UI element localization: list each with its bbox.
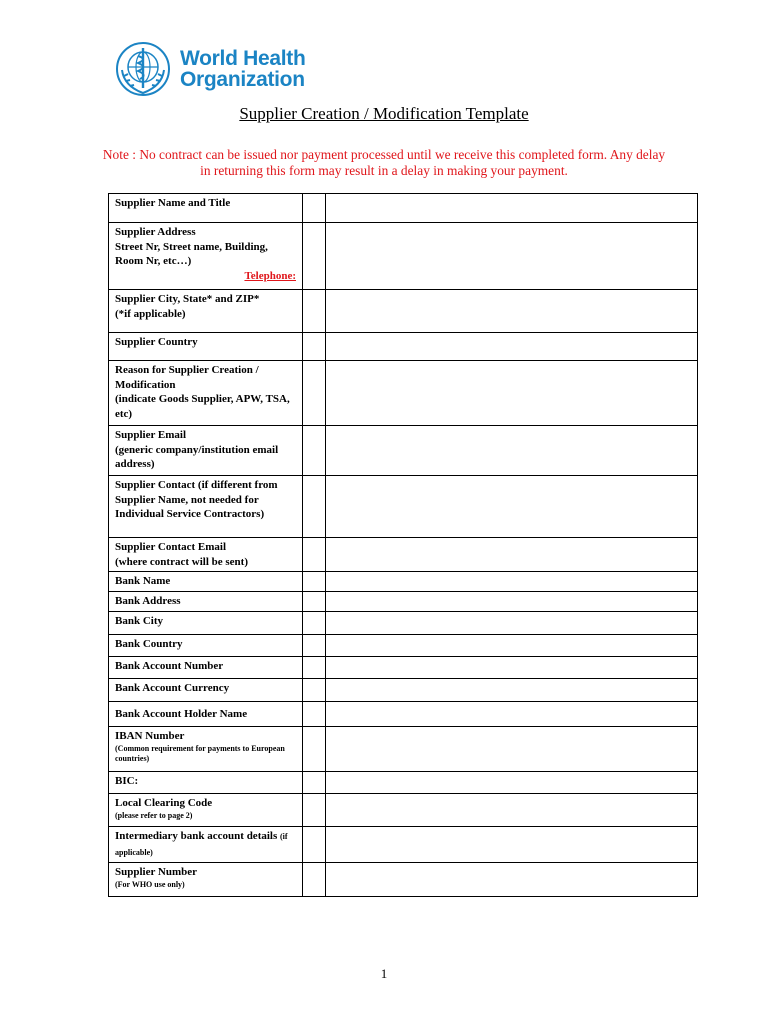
row-label-sub: (generic company/institution email address) xyxy=(115,443,279,470)
check-cell[interactable] xyxy=(303,333,326,361)
row-label-sub: (indicate Goods Supplier, APW, TSA, etc) xyxy=(115,393,290,420)
row-label-text: Supplier Country xyxy=(115,336,198,348)
check-cell[interactable] xyxy=(303,727,326,772)
row-label-text: Bank Name xyxy=(115,575,171,587)
table-row xyxy=(109,635,698,657)
check-cell[interactable] xyxy=(303,863,326,897)
telephone-label: Telephone: xyxy=(244,269,296,282)
org-name xyxy=(180,48,306,90)
table-row xyxy=(109,612,698,635)
bic-field[interactable] xyxy=(326,772,698,794)
row-label xyxy=(109,538,303,572)
row-label xyxy=(109,290,303,333)
row-label-small: (Common requirement for payments to European countries) xyxy=(115,743,285,763)
check-cell[interactable] xyxy=(303,702,326,727)
row-label xyxy=(109,727,303,772)
org-name-line1: World Health xyxy=(180,47,306,70)
supplier-address-field[interactable] xyxy=(326,223,698,290)
row-label xyxy=(109,794,303,827)
row-label-text: Supplier Email xyxy=(115,429,187,441)
row-label-text: Bank Country xyxy=(115,638,183,650)
row-label-small: (please refer to page 2) xyxy=(115,810,193,820)
check-cell[interactable] xyxy=(303,194,326,223)
row-label-text: Bank Account Currency xyxy=(115,682,230,694)
check-cell[interactable] xyxy=(303,572,326,592)
page-number: 1 xyxy=(380,966,388,981)
row-label-text: Local Clearing Code xyxy=(115,797,213,809)
warning-note: Note : No contract can be issued nor payment processed until we receive this completed form. Any delay in returning this form may result in a delay in making your payment. xyxy=(102,147,666,178)
row-label xyxy=(109,194,303,223)
table-row xyxy=(109,223,698,290)
page-title: Supplier Creation / Modification Template xyxy=(239,104,529,123)
org-name-line2: Organization xyxy=(180,68,305,91)
row-label-sub: (where contract will be sent) xyxy=(115,555,248,568)
iban-field[interactable] xyxy=(326,727,698,772)
row-label-text: Bank Account Holder Name xyxy=(115,707,248,720)
supplier-number-field[interactable] xyxy=(326,863,698,897)
check-cell[interactable] xyxy=(303,361,326,426)
row-label-text: Bank Address xyxy=(115,595,181,607)
table-row xyxy=(109,679,698,702)
table-row xyxy=(109,290,698,333)
row-label-text: BIC: xyxy=(115,775,139,787)
row-label-text: Bank City xyxy=(115,615,163,627)
table-row xyxy=(109,572,698,592)
row-label-small: (if applicable) xyxy=(115,832,288,857)
table-row xyxy=(109,333,698,361)
bank-country-field[interactable] xyxy=(326,635,698,657)
bank-account-currency-field[interactable] xyxy=(326,679,698,702)
row-label-sub: Street Nr, Street name, Building, Room Nr, etc…) xyxy=(115,240,268,267)
bank-address-field[interactable] xyxy=(326,592,698,612)
row-label-sub: (*if applicable) xyxy=(115,307,186,320)
row-label-text: Supplier Name and Title xyxy=(115,197,231,209)
who-logo xyxy=(114,40,306,98)
check-cell[interactable] xyxy=(303,657,326,679)
row-label-text: Intermediary bank account details xyxy=(115,830,278,842)
row-label-small: (For WHO use only) xyxy=(115,879,185,889)
supplier-form-table xyxy=(108,193,698,897)
bank-account-number-field[interactable] xyxy=(326,657,698,679)
supplier-city-field[interactable] xyxy=(326,290,698,333)
table-row xyxy=(109,538,698,572)
table-row xyxy=(109,727,698,772)
reason-field[interactable] xyxy=(326,361,698,426)
supplier-country-field[interactable] xyxy=(326,333,698,361)
check-cell[interactable] xyxy=(303,794,326,827)
supplier-email-field[interactable] xyxy=(326,426,698,476)
intermediary-bank-field[interactable] xyxy=(326,827,698,863)
clearing-code-field[interactable] xyxy=(326,794,698,827)
check-cell[interactable] xyxy=(303,827,326,863)
table-row xyxy=(109,657,698,679)
bank-name-field[interactable] xyxy=(326,572,698,592)
row-label xyxy=(109,361,303,426)
row-label-text: Supplier Contact (if different from Supplier Name, not needed for Individual Service Contractors) xyxy=(115,479,278,520)
table-row xyxy=(109,794,698,827)
row-label xyxy=(109,223,303,290)
who-emblem-icon xyxy=(114,40,172,98)
row-label xyxy=(109,679,303,702)
check-cell[interactable] xyxy=(303,592,326,612)
row-label xyxy=(109,333,303,361)
table-row xyxy=(109,426,698,476)
table-row xyxy=(109,863,698,897)
row-label xyxy=(109,657,303,679)
check-cell[interactable] xyxy=(303,679,326,702)
row-label xyxy=(109,572,303,592)
bank-city-field[interactable] xyxy=(326,612,698,635)
check-cell[interactable] xyxy=(303,223,326,290)
row-label xyxy=(109,426,303,476)
check-cell[interactable] xyxy=(303,635,326,657)
row-label xyxy=(109,863,303,897)
row-label-text: Supplier City, State* and ZIP* xyxy=(115,293,260,305)
check-cell[interactable] xyxy=(303,290,326,333)
check-cell[interactable] xyxy=(303,426,326,476)
table-row xyxy=(109,827,698,863)
row-label xyxy=(109,635,303,657)
table-row xyxy=(109,476,698,538)
row-label-text: Supplier Number xyxy=(115,866,198,878)
account-holder-field[interactable] xyxy=(326,702,698,727)
row-label-text: Reason for Supplier Creation / Modification xyxy=(115,364,259,391)
table-row xyxy=(109,772,698,794)
table-row xyxy=(109,194,698,223)
row-label xyxy=(109,612,303,635)
table-row xyxy=(109,361,698,426)
check-cell[interactable] xyxy=(303,476,326,538)
row-label xyxy=(109,702,303,727)
row-label xyxy=(109,772,303,794)
table-row xyxy=(109,592,698,612)
contact-email-field[interactable] xyxy=(326,538,698,572)
row-label-text: Supplier Address xyxy=(115,226,196,238)
check-cell[interactable] xyxy=(303,772,326,794)
supplier-name-field[interactable] xyxy=(326,194,698,223)
row-label-text: Supplier Contact Email xyxy=(115,541,227,553)
check-cell[interactable] xyxy=(303,538,326,572)
row-label xyxy=(109,827,303,863)
row-label xyxy=(109,476,303,538)
row-label xyxy=(109,592,303,612)
supplier-contact-field[interactable] xyxy=(326,476,698,538)
row-label-text: Bank Account Number xyxy=(115,660,224,672)
row-label-text: IBAN Number xyxy=(115,730,185,742)
check-cell[interactable] xyxy=(303,612,326,635)
table-row xyxy=(109,702,698,727)
